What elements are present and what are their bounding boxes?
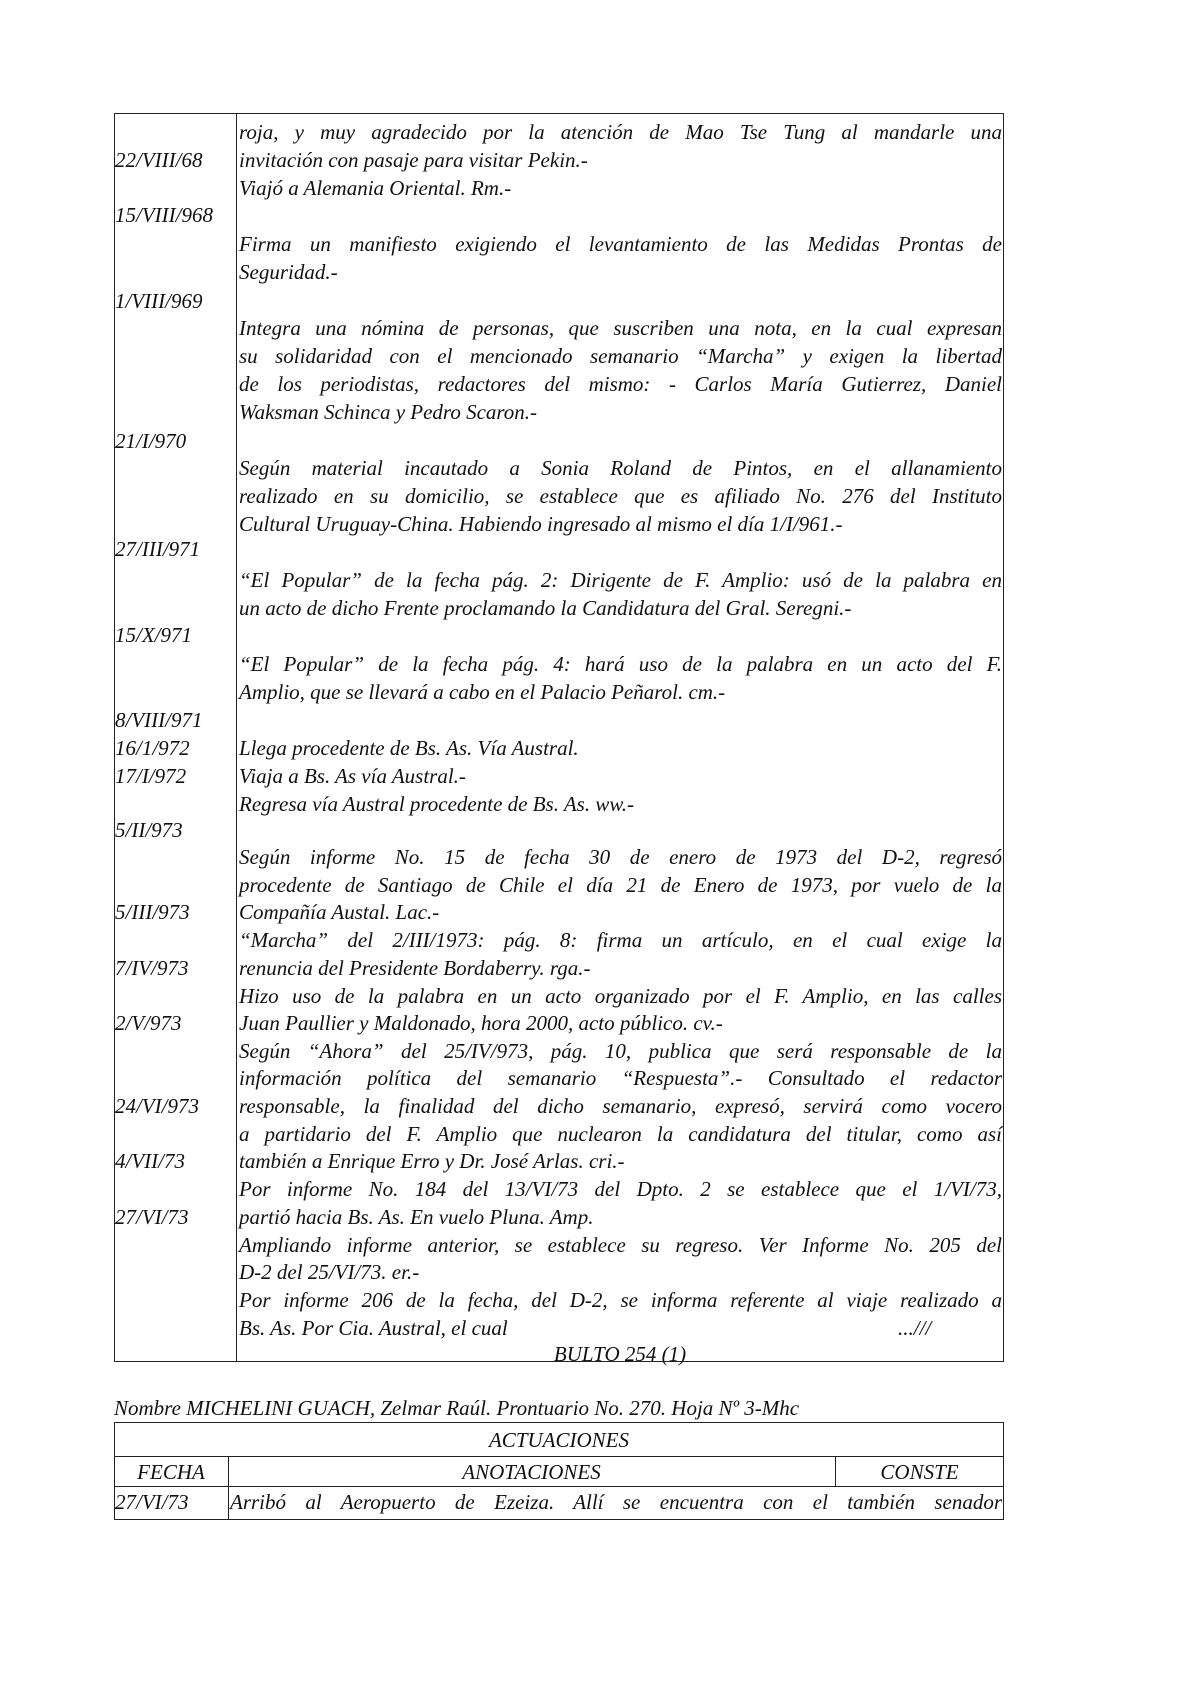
annotation-line: renuncia del Presidente Bordaberry. rga.- (239, 956, 591, 980)
annotation-line: responsable, la finalidad del dicho semanario, expresó, servirá como vocero (239, 1094, 1002, 1118)
date-cell: 4/VII/73 (115, 1149, 185, 1173)
annotation-line: su solidaridad con el mencionado semanario “Marcha” y exigen la libertad (239, 344, 1002, 368)
annotation-line: Por informe 206 de la fecha, del D-2, se informa referente al viaje realizado a (239, 1288, 1002, 1312)
annotation-line: Seguridad.- (239, 260, 338, 284)
date-cell: 16/1/972 (115, 736, 190, 760)
date-cell: 8/VIII/971 (115, 708, 203, 732)
lower-table-title: ACTUACIONES (488, 1428, 629, 1452)
column-header-anotaciones: ANOTACIONES (462, 1460, 601, 1484)
date-cell: 21/I/970 (115, 429, 187, 453)
annotation-line: Por informe No. 184 del 13/VI/73 del Dpto. 2 se establece que el 1/VI/73, (239, 1177, 1002, 1201)
annotation-line: Amplio, que se llevará a cabo en el Palacio Peñarol. cm.- (239, 680, 726, 704)
annotation-line: partió hacia Bs. As. En vuelo Pluna. Amp. (239, 1205, 594, 1229)
annotation-line: Según material incautado a Sonia Roland de Pintos, en el allanamiento (239, 456, 1002, 480)
column-header-conste: CONSTE (880, 1460, 959, 1484)
continuation-mark: .../// (898, 1316, 932, 1340)
date-cell: 15/X/971 (115, 623, 192, 647)
annotation-line: “Marcha” del 2/III/1973: pág. 8: firma un artículo, en el cual exige la (239, 928, 1002, 952)
date-cell: 5/III/973 (115, 900, 190, 924)
annotation-line: Viaja a Bs. As vía Austral.- (239, 764, 466, 788)
annotation-line: de los periodistas, redactores del mismo: - Carlos María Gutierrez, Daniel (239, 372, 1002, 396)
date-cell: 27/III/971 (115, 537, 201, 561)
date-cell: 1/VIII/969 (115, 289, 203, 313)
bulto-footer: BULTO 254 (1) (553, 1342, 687, 1366)
upper-table-column-divider (236, 113, 237, 1362)
annotation-line: información política del semanario “Respuesta”.- Consultado el redactor (239, 1066, 1002, 1090)
annotation-line: Ampliando informe anterior, se establece su regreso. Ver Informe No. 205 del (239, 1233, 1002, 1257)
column-header-fecha: FECHA (137, 1460, 205, 1484)
annotation-line: realizado en su domicilio, se establece que es afiliado No. 276 del Instituto (239, 484, 1002, 508)
annotation-line: Bs. As. Por Cia. Austral, el cual (239, 1316, 508, 1340)
annotation-line: Según informe No. 15 de fecha 30 de enero de 1973 del D-2, regresó (239, 845, 1002, 869)
lower-table-header-divider (114, 1486, 1004, 1487)
annotation-line: Viajó a Alemania Oriental. Rm.- (239, 176, 512, 200)
annotation-line: un acto de dicho Frente proclamando la Candidatura del Gral. Seregni.- (239, 596, 852, 620)
annotation-line: Hizo uso de la palabra en un acto organizado por el F. Amplio, en las calles (239, 984, 1002, 1008)
annotation-line: también a Enrique Erro y Dr. José Arlas. cri.- (239, 1149, 625, 1173)
date-cell: 24/VI/973 (115, 1094, 199, 1118)
date-cell: 17/I/972 (115, 764, 187, 788)
record-header: Nombre MICHELINI GUACH, Zelmar Raúl. Prontuario No. 270. Hoja Nº 3-Mhc (114, 1396, 800, 1420)
annotation-line: Según “Ahora” del 25/IV/973, pág. 10, publica que será responsable de la (239, 1039, 1002, 1063)
annotation-line: “El Popular” de la fecha pág. 4: hará uso de la palabra en un acto del F. (239, 652, 1002, 676)
date-cell: 27/VI/73 (115, 1205, 189, 1229)
annotation-line: Integra una nómina de personas, que suscriben una nota, en la cual expresan (239, 316, 1002, 340)
annotation-line: “El Popular” de la fecha pág. 2: Dirigente de F. Amplio: usó de la palabra en (239, 568, 1002, 592)
date-cell: 2/V/973 (115, 1011, 182, 1035)
date-cell: 7/IV/973 (115, 956, 189, 980)
annotation-line: roja, y muy agradecido por la atención de Mao Tse Tung al mandarle una (239, 120, 1002, 144)
annotation-line: Firma un manifiesto exigiendo el levantamiento de las Medidas Prontas de (239, 232, 1002, 256)
annotation-line: Cultural Uruguay-China. Habiendo ingresado al mismo el día 1/I/961.- (239, 512, 843, 536)
annotation-line: Regresa vía Austral procedente de Bs. As. ww.- (239, 792, 635, 816)
annotation-line: Waksman Schinca y Pedro Scaron.- (239, 400, 538, 424)
date-cell: 15/VIII/968 (115, 203, 213, 227)
annotation-line: Juan Paullier y Maldonado, hora 2000, acto público. cv.- (239, 1011, 723, 1035)
row-date: 27/VI/73 (115, 1490, 189, 1514)
annotation-line: Compañía Austal. Lac.- (239, 900, 440, 924)
row-annotation: Arribó al Aeropuerto de Ezeiza. Allí se encuentra con el también senador (230, 1490, 1002, 1514)
annotation-line: procedente de Santiago de Chile el día 21 de Enero de 1973, por vuelo de la (239, 873, 1002, 897)
date-cell: 5/II/973 (115, 818, 183, 842)
annotation-line: D-2 del 25/VI/73. er.- (239, 1260, 420, 1284)
annotation-line: a partidario del F. Amplio que nuclearon la candidatura del titular, como así (239, 1122, 1002, 1146)
annotation-line: invitación con pasaje para visitar Pekin.- (239, 148, 588, 172)
annotation-line: Llega procedente de Bs. As. Vía Austral. (239, 736, 579, 760)
lower-table-title-divider (114, 1456, 1004, 1457)
date-cell: 22/VIII/68 (115, 148, 203, 172)
